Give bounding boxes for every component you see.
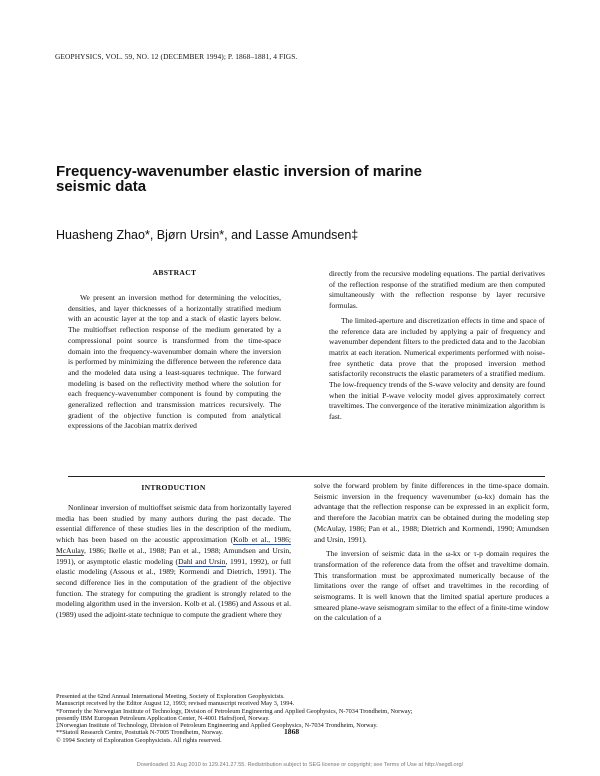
abstract-paragraph: The limited-aperture and discretization effects in time and space of the reference data are included by applying a pair of frequency and wavenumber dependent filters to the predicted data and to the Jacobian matrix at each iteration. Numerical experiments performed with noise-free synthetic data prove that the proposed inversion method satisfactorily reconstructs the elastic parameters of a stratified medium. The low-frequency trends of the S-wave velocity and density are found when the initial P-wave velocity model gives approximately correct traveltimes. The convergence of the iterative minimization algorithm is fast. (329, 315, 545, 422)
abstract-paragraph: We present an inversion method for determining the velocities, densities, and layer thicknesses of a horizontally stratified medium with an acoustic layer at the top and a stack of elastic layers below. The multioffset reflection response of the medium generated by a compressional point source is transformed from the time-space domain into the frequency-wavenumber domain where the inversion is performed by minimizing the difference between the reference data and the modeled data using a least-squares technique. The forward modeling is based on the reflectivity method where the solution for each frequency-wavenumber component is found by computing the generalized reflection and transmission matrices recursively. The gradient of the objective function is computed from analytical expressions of the Jacobian matrix derived (68, 293, 281, 431)
introduction-paragraph (56, 503, 291, 621)
text-span: Nonlinear inversion of multioffset seismic data from horizontally layered media has been studied by many authors during the past decade. The essential difference of these studies lies in the description of the medium, which has been based on the acoustic approximation ( (56, 503, 291, 545)
citation-link-mcaulay[interactable]: McAulay (56, 545, 85, 555)
introduction-right-column (314, 481, 549, 624)
footnote: Presented at the 62nd Annual International Meeting, Society of Exploration Geophysicists. (56, 693, 285, 700)
introduction-heading: INTRODUCTION (141, 483, 206, 492)
introduction-paragraph-continued: solve the forward problem by finite differences in the time-space domain. Seismic inversion in the frequency wavenumber (ω-kx) domain has the advantage that the reflection response can be expressed in an explicit form, and therefore the Jacobian matrix can be obtained during the modeling step (McAulay, 1986; Pan et al., 1988; Dietrich and Kormendi, 1990; Amundsen and Ursin, 1991). (314, 481, 549, 544)
copyright: © 1994 Society of Exploration Geophysicists. All rights reserved. (56, 736, 222, 744)
download-notice: Downloaded 31 Aug 2010 to 129.241.27.55. Redistribution subject to SEG license or copyright; see Terms of Use at http://segdl.org/ (136, 762, 464, 768)
journal-header: GEOPHYSICS, VOL. 59, NO. 12 (DECEMBER 1994); P. 1868–1881, 4 FIGS. (55, 52, 298, 61)
paper-title: Frequency-wavenumber elastic inversion of marine seismic data (56, 163, 422, 195)
footnote: **Statoil Research Centre, Postuttak N-7005 Trondheim, Norway. (56, 729, 223, 737)
footnote: Manuscript received by the Editor August 12, 1993; revised manuscript received May 3, 1994. (56, 700, 295, 708)
footnote: ‡Norwegian Institute of Technology, Division of Petroleum Engineering and Applied Geophysics, N-7034 Trondheim, Norway. (56, 722, 378, 730)
abstract-paragraph-continued: directly from the recursive modeling equations. The partial derivatives of the reflection response of the stratified medium are then computed simultaneously with the reflection response by layer recursive formulas. (329, 269, 545, 311)
footnotes (56, 693, 556, 744)
text-span: , 1986; Ikelle et al., 1988; Pan et al., 1988; Amundsen and Ursin, 1991), or asymptotic elastic modeling ( (56, 545, 291, 566)
footnote: *Formerly the Norwegian Institute of Technology, Division of Petroleum Engineering and Applied Geophysics, N-7034 Trondheim, Norway; (56, 707, 413, 715)
citation-link-kolb[interactable]: Kolb et al., 1986; (233, 535, 291, 545)
introduction-left-column (56, 503, 291, 621)
introduction-paragraph: The inversion of seismic data in the ω-kx or τ-p domain requires the transformation of the reference data from the offset and traveltime domain. This transformation must be approximated numerically because of the limitations over the range of offset and traveltimes in the recording of seismograms. It is well known that the limited spatial aperture produces a smeared plane-wave seismogram similar to the effect of a finite-time window on the calculation of a (314, 549, 549, 623)
abstract-left-column (68, 293, 281, 432)
abstract-divider (68, 476, 545, 477)
abstract-right-column (329, 269, 545, 423)
text-span: , 1991, 1992), or full elastic modeling (Assous et al., 1989; Kormendi and Dietrich, 1991). The second difference lies in the computation of the gradient of the objective function. The strategy for computing the gradient is strongly related to the modeling algorithm used in the inversion. Kolb et al. (1986) and Assous et al. (1989) used the adjoint-state technique to compute the gradient where they (56, 556, 291, 620)
footnote: presently IBM European Petroleum Application Center, N-4001 Hafrsfjord, Norway. (56, 714, 270, 722)
abstract-heading: ABSTRACT (152, 268, 197, 277)
citation-link-dahl-ursin[interactable]: Dahl and Ursin (178, 556, 226, 566)
page-number: 1868 (284, 727, 300, 736)
authors: Huasheng Zhao*, Bjørn Ursin*, and Lasse Amundsen‡ (56, 228, 359, 242)
